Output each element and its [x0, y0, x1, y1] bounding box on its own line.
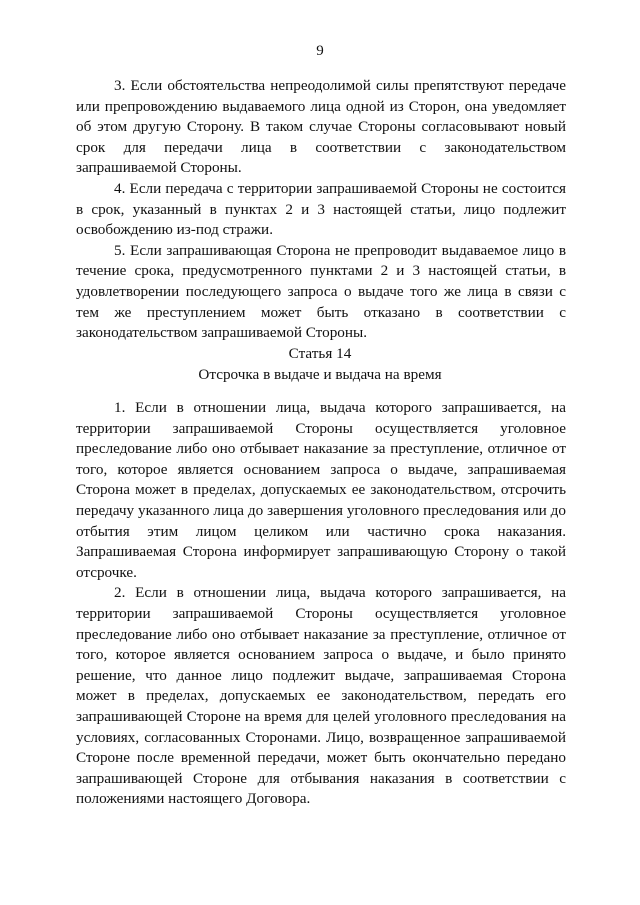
article-14-body: [76, 398, 566, 810]
paragraph-13-3: 3. Если обстоятельства непреодолимой силы препятствуют передаче или препровождению выдаваемого лица одной из Сторон, она уведомляет об этом другую Сторону. В таком случае Стороны согласовывают новый срок для передачи лица в соответствии с законодательством запрашиваемой Стороны.: [76, 77, 566, 177]
paragraph-13-5: 5. Если запрашивающая Сторона не препроводит выдаваемое лицо в течение срока, предусмотренного пунктами 2 и 3 настоящей статьи, в удовлетворении последующего запроса о выдаче того же лица в связи с тем же преступлением может быть отказано в соответствии с законодательством запрашиваемой Стороны.: [76, 241, 566, 342]
article-14-title: Отсрочка в выдаче и выдача на время: [198, 365, 442, 383]
paragraph-14-1: 1. Если в отношении лица, выдача которого запрашивается, на территории запрашиваемой Стороны осуществляется уголовное преследование либо оно отбывает наказание за преступление, отличное от того, которое является основанием запроса о выдаче, запрашиваемая Сторона может в пределах, допускаемых ее законодательством, отсрочить передачу указанного лица до завершения уголовного преследования или до отбытия этим лицом целиком или частично срока наказания. Запрашиваемая Сторона информирует запрашивающую Сторону о такой отсрочке.: [76, 399, 566, 581]
paragraph-14-2: 2. Если в отношении лица, выдача которого запрашивается, на территории запрашиваемой Стороны осуществляется уголовное преследование либо оно отбывает наказание за преступление, отличное от того, которое является основанием запроса о выдаче, и было принято решение, что данное лицо подлежит выдаче, запрашиваемая Сторона может в пределах, допускаемых ее законодательством, передать его запрашивающей Стороне на время для целей уголовного преследования на условиях, согласованных Сторонами. Лицо, возвращенное запрашиваемой Стороне после временной передачи, может быть окончательно передано запрашивающей Стороне для отбывания наказания в соответствии с положениями настоящего Договора.: [76, 584, 566, 808]
article-13-continuation: [76, 76, 566, 344]
article-14-number: Статья 14: [288, 345, 352, 362]
article-14-heading: [0, 344, 640, 385]
paragraph-13-4: 4. Если передача с территории запрашиваемой Стороны не состоится в срок, указанный в пунктах 2 и 3 настоящей статьи, лицо подлежит освобождению из-под стражи.: [76, 179, 566, 239]
page-number: 9: [316, 43, 324, 59]
